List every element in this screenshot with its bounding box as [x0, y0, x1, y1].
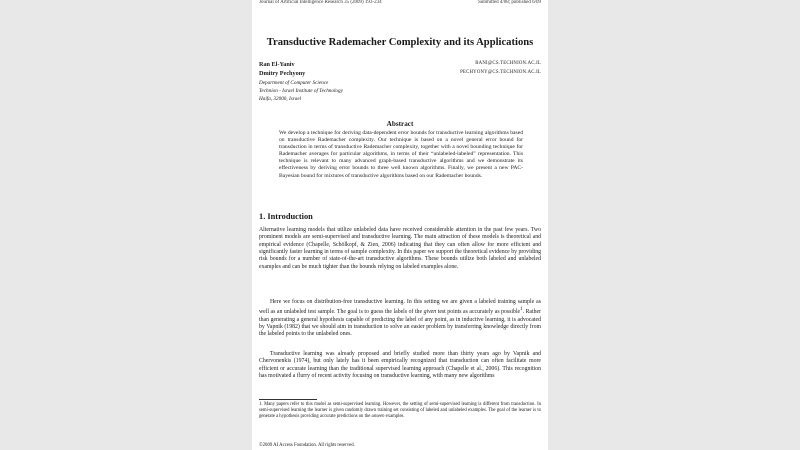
footnote-number: 1. [259, 402, 263, 407]
affiliation-institution: Technion - Israel Institute of Technology [259, 88, 343, 94]
paragraph-text: test points as accurately as possible [436, 309, 521, 316]
abstract-heading: Abstract [386, 120, 414, 128]
submission-dates: Submitted 4/08; published 6/09 [478, 0, 541, 5]
affiliation-city: Haifa, 32000, Israel [259, 96, 302, 102]
intro-paragraph-1: Alternative learning models that utilize unlabeled data have received considerable attention in the past few years. Two prominent models are semi-supervised and transductive learning. The main attraction of these models is theoretical and empirical evidence (Chapelle, Schölkopf, & Zien, 2006) indicating that they can often allow for more efficient and significantly faster learning in terms of sample complexity. In this paper we support the theoretical evidence by providing risk bounds for a number of state-of-the-art transductive algorithms. These bounds utilize both labeled and unlabeled examples and can be much tighter than the bounds relying on labeled examples alone. [259, 227, 541, 270]
footnote-text: examples. [384, 414, 405, 420]
footnote-marker[interactable]: 1 [520, 307, 523, 313]
paper-title: Transductive Rademacher Complexity and its Applications [266, 37, 534, 48]
intro-paragraph-3: Transductive learning was already proposed and briefly studied more than thirty years ago by Vapnik and Chervonenkis (1974), but only lately has it been empirically recognized that transduction can often facilitate more efficient or accurate learning than the traditional supervised learning approach (Chapelle et al., 2006). This recognition has motivated a flurry of recent activity focusing on transductive learning, with many new algorithms [259, 351, 541, 380]
running-header [259, 0, 541, 5]
affiliation-department: Department of Computer Science [259, 80, 329, 86]
author-2 [259, 70, 541, 77]
section-heading: 1. Introduction [259, 212, 313, 221]
intro-paragraph-2 [259, 299, 541, 339]
document-page[interactable] [252, 0, 548, 450]
emphasis-text: given [423, 309, 437, 316]
paragraph-text: Here we focus on distribution-free transductive learning. In this setting we are given a labeled training sample as well as an unlabeled test sample. The goal is to guess the labels of the [259, 299, 541, 316]
author-name: Ran El-Yaniv [259, 61, 295, 68]
author-email: PECHYONY@CS.TECHNION.AC.IL [460, 70, 541, 75]
paragraph-text: . Rather than generating a general hypothesis capable of predicting the label of any point, as in inductive learning, it is advocated by Vapnik (1982) that we should aim in transduction to solve an easier problem by transferring knowledge directly from the labeled points to the unlabeled ones. [259, 309, 542, 338]
author-email: RANI@CS.TECHNION.AC.IL [475, 61, 541, 66]
footnote-text: Many papers refer to this model as semi-supervised learning. However, the setting of semi-supervised learning is different from transduction. In semi-supervised learning the learner is given randomly drawn training set consisting of labeled and unlabeled examples. The goal of the learner is to generate a hypothesis providing accurate predictions on the [259, 402, 542, 420]
footnote [259, 402, 541, 420]
footnote-rule [259, 399, 317, 400]
viewer-background-right [548, 0, 800, 450]
author-name: Dmitry Pechyony [259, 70, 306, 77]
emphasis-text: unseen [371, 414, 385, 420]
viewer-background-left [0, 0, 252, 450]
author-1 [259, 61, 541, 68]
abstract-text: We develop a technique for deriving data-dependent error bounds for transductive learning algorithms based on transductive Rademacher complexity. Our technique is based on a novel general error bound for transduction in terms of transductive Rademacher complexity, together with a novel bounding technique for Rademacher averages for particular algorithms, in terms of their “unlabeled-labeled” representation. This technique is relevant to many advanced graph-based transductive algorithms and we demonstrate its effectiveness by deriving error bounds to three well known algorithms. Finally, we present a new PAC-Bayesian bound for mixtures of transductive algorithms based on our Rademacher bounds. [279, 130, 523, 179]
journal-citation: Journal of Artificial Intelligence Research 35 (2009) 193-234 [259, 0, 382, 5]
copyright-notice: ©2009 AI Access Foundation. All rights reserved. [259, 443, 355, 448]
